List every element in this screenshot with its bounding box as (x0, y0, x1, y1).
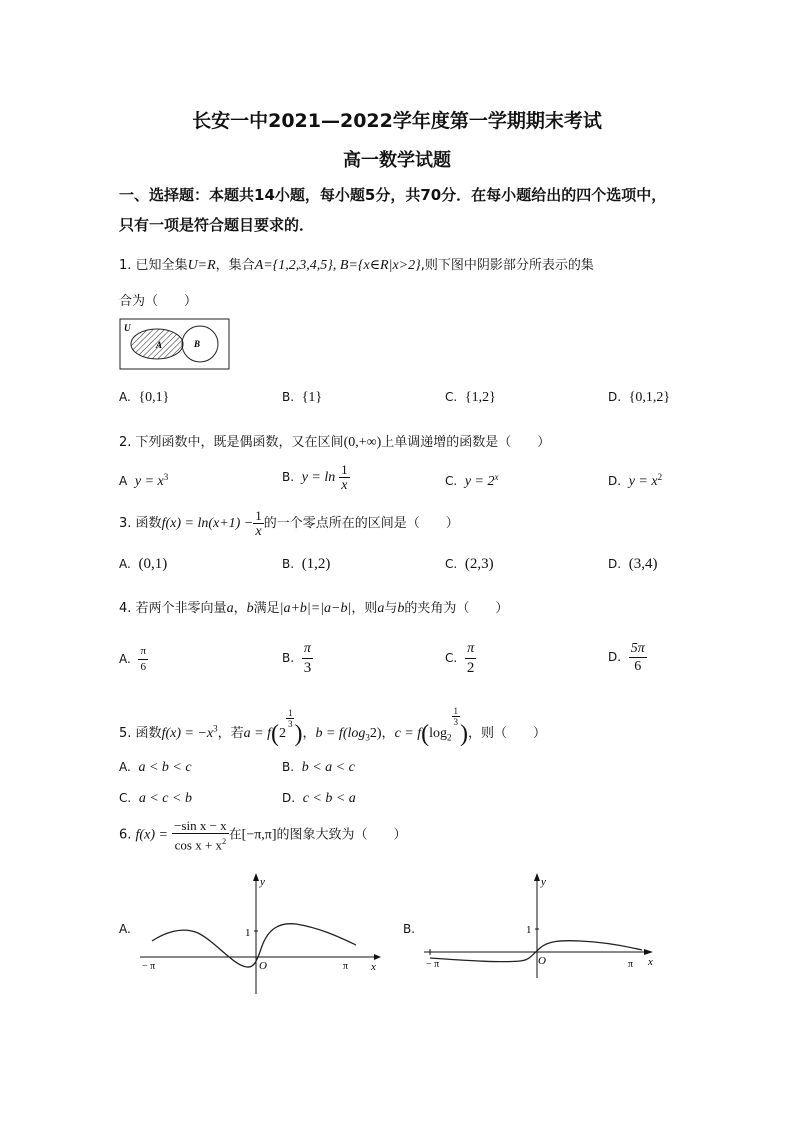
q5-c-expr: c = f (394, 726, 422, 741)
q4-option-c[interactable]: C. $\frac{\pi}{2}$ (445, 641, 475, 676)
q1-option-b[interactable]: B. {1} (282, 390, 323, 405)
exam-subtitle: 高一数学试题 (343, 150, 451, 171)
q3-option-c[interactable]: C. (2,3) (445, 556, 494, 572)
q1-text-a: 已知全集 (135, 258, 188, 273)
graph-a-neg-pi-label: − π (142, 961, 156, 972)
question-2 (119, 431, 550, 451)
graph-a-origin-label: O (259, 960, 267, 972)
graph-a-y-label: y (260, 876, 265, 888)
q1-option-d[interactable]: D. {0,1,2} (608, 390, 671, 405)
q5-option-d[interactable]: D. c < b < a (282, 791, 356, 806)
q2-number: 2. (119, 435, 132, 450)
graph-a-curve (152, 924, 356, 967)
q6-interval: [−π,π] (241, 827, 277, 843)
q4-vector-b: b (246, 601, 254, 616)
q1-number: 1. (119, 258, 132, 273)
q3-option-b[interactable]: B. (1,2) (282, 556, 331, 572)
exam-title: 长安一中2021—2022学年度第一学期期末考试 (192, 110, 602, 132)
q2-text-b: 上单调递增的函数是（ ） (381, 435, 551, 450)
graph-a-x-arrow (374, 954, 381, 960)
q1-expr-u: U=R (187, 258, 216, 273)
graph-b-x-label: x (648, 956, 653, 968)
question-5: 5. 函数$f(x) = -x^3$，若a = f(2 $\frac{1}{3}$ )，$b = f(\log_32)$，$c = f(\log_2$ $\frac{1}{3}$ )，则（ ） (119, 706, 547, 747)
q6-option-a-label[interactable]: A. (119, 922, 131, 936)
q5-number: 5. (119, 726, 132, 741)
q1-option-c[interactable]: C. {1,2} (445, 390, 496, 405)
q5-option-a[interactable]: A. a < b < c (119, 760, 192, 775)
graph-a-one-label: 1 (245, 927, 251, 939)
q2-option-c[interactable]: C. $y = 2^x$ (445, 472, 499, 489)
q4-option-a[interactable]: A. $\frac{\pi}{6}$ (119, 645, 147, 673)
section-heading: 一、选择题：本题共14小题，每小题5分，共70分．在每小题给出的四个选项中，只有一项是符合题目要求的． (119, 186, 667, 234)
q3-option-d[interactable]: D. (3,4) (608, 556, 658, 572)
q6-number: 6. (119, 827, 132, 843)
question-3: 3. 函数f(x) = ln(x+1) − $\frac{1}{x}$ 的一个零点所在的区间是（ ） (119, 508, 459, 539)
graph-b-y-label: y (541, 876, 546, 888)
q5-option-c[interactable]: C. a < c < b (119, 791, 192, 806)
q1-text-b: ，集合 (215, 258, 255, 273)
question-6: 6. f(x) = $\frac{\text{−sin x − x}}{\cos x + x^2}$ 在[−π,π]的图象大致为（ ） (119, 818, 407, 853)
q1-text-d: 合为（ ） (119, 294, 198, 309)
q5-option-b[interactable]: B. b < a < c (282, 760, 355, 775)
q1-text-c: ,则下图中阴影部分所表示的集 (420, 258, 594, 273)
graph-b-neg-pi-label: − π (426, 959, 440, 970)
q5-function: f(x) = −x (161, 726, 214, 741)
graph-a-x-label: x (371, 961, 376, 973)
graph-b-x-arrow (644, 949, 653, 955)
q2-interval: (0,+∞) (343, 435, 382, 450)
q1-expr-sets: A={1,2,3,4,5}, B={x∈R|x>2} (254, 258, 421, 273)
q4-text-a: 若两个非零向量 (135, 601, 227, 616)
q1-option-a[interactable]: A. {0,1} (119, 390, 170, 405)
q3-text-b: 的一个零点所在的区间是（ ） (263, 516, 459, 531)
venn-u-label: U (124, 323, 131, 333)
q4-vector-a: a (226, 601, 234, 616)
graph-b-y-arrow (534, 873, 540, 881)
q6-graph-a[interactable] (136, 870, 386, 998)
q4-option-d[interactable]: D. $\frac{5\pi}{6}$ (608, 641, 645, 674)
question-4: 4. 若两个非零向量a，b满足|a+b|=|a−b|，则a与b的夹角为（ ） (119, 601, 509, 616)
graph-b-one-label: 1 (526, 924, 532, 936)
q3-number: 3. (119, 516, 132, 531)
q3-option-a[interactable]: A. (0,1) (119, 556, 168, 572)
q4-number: 4. (119, 601, 132, 616)
venn-a-label: A (156, 340, 163, 350)
graph-b-pi-label: π (628, 959, 634, 970)
q3-text-a: 函数 (135, 516, 162, 531)
q4-option-b[interactable]: B. $\frac{\pi}{3}$ (282, 641, 312, 676)
q2-option-a[interactable]: A $y = x^3$ (119, 472, 169, 489)
graph-a-pi-label: π (343, 961, 349, 972)
q6-lhs: f(x) = (135, 827, 168, 843)
graph-b-origin-label: O (538, 955, 546, 967)
q5-b-expr: b = f(log (315, 726, 366, 741)
q6-graph-b[interactable] (420, 870, 665, 980)
q2-option-d[interactable]: D. $y = x^2$ (608, 472, 663, 489)
q6-option-b-label[interactable]: B. (403, 922, 416, 936)
q2-option-b[interactable]: B. y = ln $\frac{1}{x}$ (282, 462, 348, 493)
q4-condition: |a+b|=|a−b| (279, 601, 352, 616)
q2-text-a: 下列函数中，既是偶函数，又在区间 (135, 435, 344, 450)
q3-expr: f(x) = ln(x+1) − (161, 516, 254, 531)
venn-b-label: B (194, 339, 201, 349)
graph-a-y-arrow (253, 873, 259, 881)
q1-venn-diagram (119, 318, 231, 370)
q5-a-expr: a = f (243, 726, 271, 741)
graph-b-curve (430, 941, 642, 962)
question-1 (119, 254, 594, 274)
